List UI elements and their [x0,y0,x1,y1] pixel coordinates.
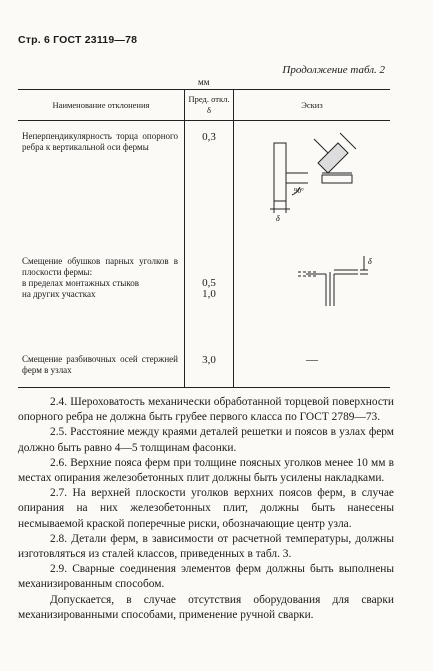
table-continuation-label: Продолжение табл. 2 [282,64,385,76]
table-row [18,344,390,388]
paragraph: 2.8. Детали ферм, в зависимости от расчетной температуры, должны изготовляться из сталей классов, приведенных в табл. 3. [18,532,394,561]
column-header-sketch: Эскиз [234,90,391,121]
table-header-row [18,90,390,121]
paragraph: 2.6. Верхние пояса ферм при толщине поясных уголков менее 10 мм в местах опирания железобетонных плит должны быть усилены накладками. [18,456,394,485]
deviation-name: Неперпендикулярность торца опорного ребра к вертикальной оси фермы [22,131,178,152]
paragraph: Допускается, в случае отсутствия оборудования для сварки механизированными способами, применение ручной сварки. [18,593,394,621]
deviation-name: Смещение обушков парных уголков в плоскости фермы: [22,255,178,277]
row-sketch-cell [234,121,391,226]
table-row [18,121,390,226]
row-name-cell [18,226,185,344]
sketch-dash: — [306,351,318,366]
delta-label: δ [276,214,280,223]
row-value-cell [185,121,234,226]
deviation-name: Смещение разбивочных осей стержней ферм в узлах [22,353,178,375]
tolerance-value: 1,0 [202,287,216,300]
body-text [18,395,394,623]
tolerance-value: 0,3 [202,131,216,143]
deviation-sub-item: в пределах монтажных стыков [22,277,140,288]
deviation-sub-item: на других участках [22,288,96,299]
page-header: Стр. 6 ГОСТ 23119—78 [18,34,138,46]
row-value-cell [185,344,234,388]
deviation-table [18,89,390,388]
row-sketch-cell [234,344,391,388]
column-header-tolerance [185,90,234,121]
angle-label: 90° [294,187,304,195]
tolerance-value: 0,5 [202,276,216,289]
paragraph: 2.9. Сварные соединения элементов ферм должны быть выполнены механизированным способом. [18,563,394,591]
paragraph: 2.5. Расстояние между краями деталей решетки и поясов в узлах ферм должно быть равно 4—5 толщинам фасонки. [18,426,394,454]
column-header-tolerance-text: Пред. откл. δ [188,94,230,115]
table-row [18,226,390,344]
row-name-cell [18,121,185,226]
row-name-cell [18,344,185,388]
paragraph: 2.4. Шероховатость механически обработанной торцевой поверхности опорного ребра не должна быть грубее первого класса по ГОСТ 2789—73. [18,396,394,424]
perpendicularity-sketch [256,129,366,224]
paragraph: 2.7. На верхней плоскости уголков верхних поясов ферм, в случае опирания на них железобетонных плит, должны быть нанесены несмываемой краской поперечные риски, обозначающие центр узла. [18,487,394,530]
row-sketch-cell [234,226,391,344]
tolerance-value: 3,0 [202,353,216,366]
delta-label: δ [368,256,372,266]
deviation-name-group [18,226,184,300]
unit-label: мм [198,77,210,87]
row-value-cell [185,226,234,344]
angle-offset-sketch [294,250,384,320]
column-header-name: Наименование отклонения [18,90,185,121]
